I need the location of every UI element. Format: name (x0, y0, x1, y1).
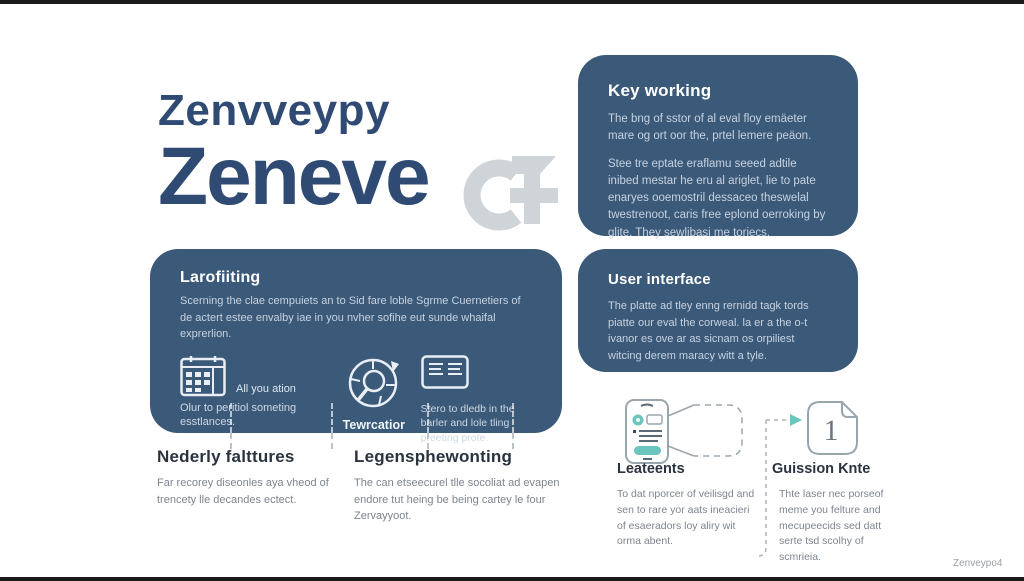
brand-title: Zeneve (158, 131, 429, 222)
features-icon-row (180, 355, 532, 446)
key-working-paragraph-2: Stee tre eptate eraflamu seeed adtile inibed mestar he eru al ariglet, lie to pate enaryes ooemostril dessaceo theswelal twestrenoot, caris free eplond oerroking by glite. They sewlibasi me toriecs. (608, 157, 826, 239)
feature-item-magnifier (327, 355, 421, 432)
connector-dash-1 (230, 403, 232, 433)
top-letterbox-bar (0, 0, 1024, 4)
bottom-feature-text: The can etseecurel tlle socoliat ad evapen endore tut heing be being cartey le four Zervayyoot. (354, 477, 560, 522)
bottom-feature-text: Far recorey diseonles aya vheod of trencety lle decandes ectect. (157, 477, 329, 506)
connector-dash-2 (331, 403, 333, 433)
feature-calendar-text: Olur to peritiol someting esstlances. (180, 401, 297, 429)
document-page-icon (806, 400, 860, 458)
feature-card-text: Stero to dledb in the barler and lole tling preeting prote. (420, 402, 515, 444)
calendar-grid-icon (180, 355, 226, 397)
flow-label-guission-knte: Guission Knte (772, 461, 871, 477)
user-interface-paragraph: The platte ad tley enng rernidd tagk tords piatte our eval the corweal. la er a the o-t ivanor es ove ar as sicnam os orpiliest witcing derem maracy witt a tyle. (608, 300, 809, 362)
user-interface-heading: User interface (608, 271, 711, 288)
brand-subtitle: Zenvveypy (158, 86, 390, 135)
flow-text-leateents: To dat nporcer of veilisgd and sen to rare yor aats ineacieri of esaeradors loy aliry wit orma abent. (617, 488, 755, 548)
bottom-feature-heading: Nederly falttures (157, 447, 295, 466)
feature-calendar-title: All you ation (236, 382, 296, 395)
c4-monogram-icon (452, 152, 558, 234)
features-card (150, 249, 562, 444)
bottom-feature-legensphewonting (354, 447, 572, 525)
flow-text-guission-knte: Thte laser nec porseof meme you felture and mecupeecids sed datt serte tsd scolhy of scmrieia. (779, 488, 884, 563)
magnifier-badge-icon (347, 355, 401, 409)
bottom-letterbox-bar (0, 577, 1024, 581)
connector-dash-3 (427, 403, 429, 433)
phone-app-icon (624, 398, 752, 466)
feature-item-calendar (180, 355, 327, 431)
card-lines-icon (421, 355, 469, 389)
bottom-feature-heading: Legensphewonting (354, 447, 513, 466)
key-working-heading: Key working (608, 81, 712, 100)
features-intro: Scerning the clae cempuiets an to Sid fare loble Sgrme Cuernetiers of de actert estee envalby iae in you nvher sofihe eut sunde whaifal exprerlion. (180, 295, 521, 340)
document-badge-number: 1 (823, 414, 839, 447)
brand-title-block (158, 86, 429, 222)
key-working-paragraph-1: The bng of sstor of al eval floy emäeter mare og ort oor the, prtel lemere peäon. (608, 113, 812, 143)
watermark-label: Zenveypo4 (953, 558, 1003, 569)
key-working-card (578, 55, 858, 239)
features-heading: Larofiiting (180, 269, 261, 286)
bottom-feature-nederly (157, 447, 332, 508)
feature-item-card (421, 355, 532, 446)
connector-dash-4 (512, 403, 514, 433)
feature-magnifier-title: Tewrcatior (342, 417, 405, 432)
user-interface-card (578, 249, 858, 372)
flow-label-leateents: Leateents (617, 461, 685, 477)
